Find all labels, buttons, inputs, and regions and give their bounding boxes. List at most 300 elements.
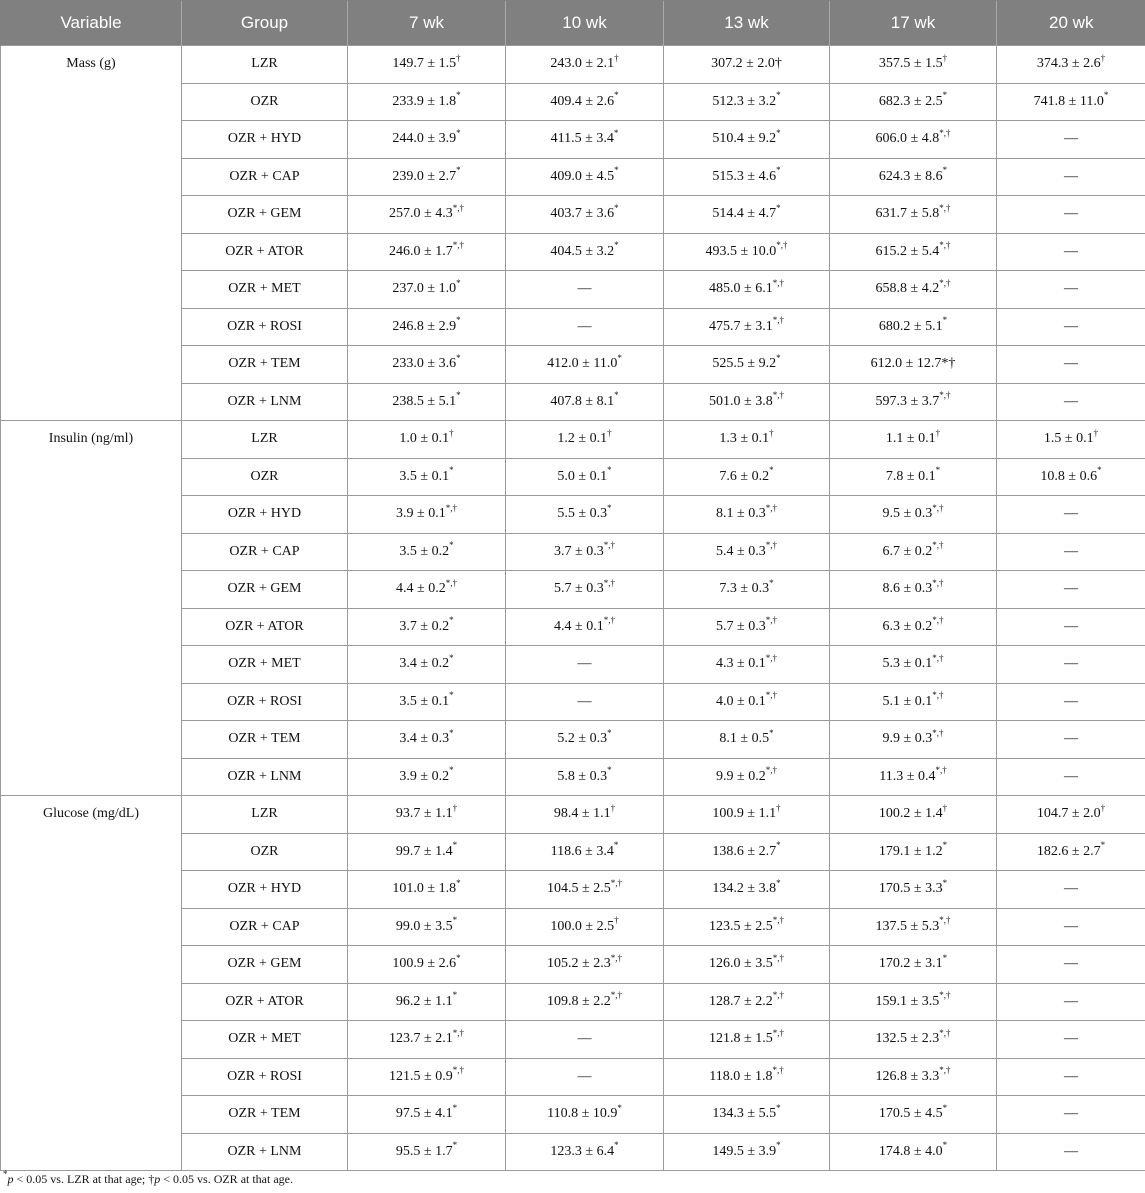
value-cell (348, 533, 506, 571)
significance-mark: * (776, 352, 781, 363)
value-text: 126.8 ± 3.3 (875, 1068, 940, 1084)
group-cell: OZR + TEM (182, 1096, 348, 1134)
value-cell (830, 571, 997, 609)
value-text: 99.7 ± 1.4 (395, 843, 453, 859)
value-cell (830, 1021, 997, 1059)
significance-mark: *,† (939, 390, 951, 401)
value-cell (830, 721, 997, 759)
group-cell: OZR + CAP (182, 158, 348, 196)
value-text: — (577, 318, 592, 334)
value-cell (348, 458, 506, 496)
significance-mark: * (776, 165, 781, 176)
significance-mark: * (607, 765, 612, 776)
value-cell (506, 646, 664, 684)
value-cell (506, 908, 664, 946)
value-cell (830, 46, 997, 84)
value-cell (997, 983, 1145, 1021)
header-20wk: 20 wk (997, 1, 1145, 46)
value-cell (664, 196, 830, 234)
value-text: 515.3 ± 4.6 (712, 168, 777, 184)
value-cell (997, 308, 1145, 346)
significance-mark: *,† (765, 615, 777, 626)
value-text: 680.2 ± 5.1 (878, 318, 943, 334)
group-cell: OZR + TEM (182, 346, 348, 384)
value-text: 403.7 ± 3.6 (550, 206, 615, 222)
value-text: 3.7 ± 0.3 (554, 543, 604, 559)
significance-mark: † (1093, 427, 1099, 438)
value-text: 179.1 ± 1.2 (878, 843, 943, 859)
group-cell: OZR + GEM (182, 946, 348, 984)
value-cell (830, 458, 997, 496)
value-text: — (1064, 131, 1078, 147)
value-cell (664, 421, 830, 459)
value-text: 118.6 ± 3.4 (550, 843, 614, 859)
significance-mark: * (449, 540, 454, 551)
value-cell (664, 308, 830, 346)
group-cell: OZR + LNM (182, 1133, 348, 1171)
significance-mark: * (776, 202, 781, 213)
value-text: 100.0 ± 2.5 (550, 918, 615, 934)
value-text: — (1064, 393, 1078, 409)
significance-mark: † (935, 427, 941, 438)
value-cell (830, 83, 997, 121)
value-cell (830, 796, 997, 834)
variable-cell: Insulin (ng/ml) (1, 421, 182, 796)
table-row (1, 796, 1145, 834)
header-13wk: 13 wk (664, 1, 830, 46)
value-cell (830, 233, 997, 271)
group-cell: OZR + MET (182, 1021, 348, 1059)
significance-mark: *,† (772, 915, 784, 926)
value-text: 9.5 ± 0.3 (882, 506, 933, 522)
value-text: 4.4 ± 0.1 (554, 618, 604, 634)
value-cell (664, 646, 830, 684)
value-cell (997, 908, 1145, 946)
value-text: 3.7 ± 0.2 (399, 618, 450, 634)
significance-mark: * (614, 390, 619, 401)
significance-mark: † (1100, 52, 1106, 63)
value-cell (997, 758, 1145, 796)
significance-mark: * (614, 240, 619, 251)
group-cell: OZR + ATOR (182, 608, 348, 646)
value-text: 128.7 ± 2.2 (709, 993, 773, 1009)
value-cell (506, 196, 664, 234)
value-text: 100.9 ± 1.1 (712, 806, 777, 822)
value-cell (506, 533, 664, 571)
value-text: 612.0 ± 12.7*† (870, 356, 956, 372)
value-text: 9.9 ± 0.3 (882, 731, 933, 747)
value-cell (997, 83, 1145, 121)
value-cell (664, 683, 830, 721)
significance-mark: *,† (939, 1027, 951, 1038)
value-text: 10.8 ± 0.6 (1040, 468, 1098, 484)
significance-mark: * (776, 877, 781, 888)
significance-mark: * (456, 90, 461, 101)
value-cell (506, 1096, 664, 1134)
value-text: — (1064, 956, 1078, 972)
value-text: 137.5 ± 5.3 (875, 918, 940, 934)
significance-mark: *,† (776, 240, 788, 251)
value-cell (664, 908, 830, 946)
value-cell (348, 758, 506, 796)
value-text: — (1064, 993, 1078, 1009)
significance-mark: *,† (772, 390, 784, 401)
value-cell (997, 383, 1145, 421)
value-text: — (1064, 1106, 1078, 1122)
value-cell (506, 83, 664, 121)
significance-mark: *,† (772, 277, 784, 288)
value-text: 682.3 ± 2.5 (878, 93, 943, 109)
significance-mark: *,† (935, 765, 947, 776)
significance-mark: * (776, 1102, 781, 1113)
group-cell: OZR + MET (182, 271, 348, 309)
value-cell (664, 233, 830, 271)
value-cell (664, 721, 830, 759)
value-text: — (1064, 1031, 1078, 1047)
significance-mark: † (456, 52, 461, 63)
variable-cell: Mass (g) (1, 46, 182, 421)
value-text: 411.5 ± 3.4 (550, 131, 614, 147)
value-cell (997, 871, 1145, 909)
value-cell (664, 346, 830, 384)
group-cell: OZR + LNM (182, 758, 348, 796)
significance-mark: *,† (765, 690, 777, 701)
group-cell: OZR + TEM (182, 721, 348, 759)
group-cell: OZR + HYD (182, 871, 348, 909)
significance-mark: *,† (765, 652, 777, 663)
table-footnote (3, 1169, 293, 1187)
significance-mark: * (449, 765, 454, 776)
group-cell: OZR + ROSI (182, 683, 348, 721)
value-text: 246.8 ± 2.9 (392, 318, 457, 334)
value-cell (830, 1058, 997, 1096)
value-text: 104.5 ± 2.5 (547, 881, 611, 897)
value-cell (664, 121, 830, 159)
significance-mark: * (449, 465, 454, 476)
value-text: 3.4 ± 0.3 (399, 731, 450, 747)
value-text: 409.4 ± 2.6 (550, 93, 615, 109)
value-text: — (577, 693, 592, 709)
significance-mark: * (935, 465, 941, 476)
value-cell (506, 496, 664, 534)
value-cell (348, 571, 506, 609)
significance-mark: * (449, 690, 454, 701)
significance-mark: * (776, 90, 781, 101)
value-text: 5.7 ± 0.3 (554, 581, 604, 597)
value-text: 3.5 ± 0.2 (399, 543, 450, 559)
value-text: 307.2 ± 2.0† (711, 56, 782, 72)
significance-mark: * (452, 990, 458, 1001)
value-text: 6.7 ± 0.2 (882, 543, 933, 559)
footnote-text-2: < 0.05 vs. OZR at that age. (160, 1172, 293, 1186)
value-text: 126.0 ± 3.5 (709, 956, 773, 972)
header-group: Group (182, 1, 348, 46)
value-text: 170.5 ± 4.5 (878, 1106, 943, 1122)
value-text: 238.5 ± 5.1 (392, 393, 457, 409)
significance-mark: *,† (939, 240, 951, 251)
value-text: — (577, 656, 592, 672)
value-cell (506, 233, 664, 271)
footnote-p: p (154, 1172, 161, 1186)
value-cell (664, 46, 830, 84)
value-cell (830, 533, 997, 571)
value-text: 493.5 ± 10.0 (705, 243, 777, 259)
value-text: 7.3 ± 0.3 (719, 581, 770, 597)
value-text: 3.4 ± 0.2 (399, 656, 450, 672)
significance-mark: *,† (772, 1027, 784, 1038)
header-row (1, 1, 1145, 46)
value-text: 104.7 ± 2.0 (1036, 806, 1101, 822)
value-text: 123.3 ± 6.4 (550, 1143, 615, 1159)
significance-mark: *,† (610, 990, 622, 1001)
value-cell (997, 346, 1145, 384)
value-cell (830, 758, 997, 796)
value-cell (506, 121, 664, 159)
value-cell (348, 871, 506, 909)
significance-mark: *,† (939, 1065, 951, 1076)
value-text: — (1064, 656, 1078, 672)
group-cell: OZR + ATOR (182, 233, 348, 271)
value-cell (348, 233, 506, 271)
value-cell (664, 1133, 830, 1171)
value-text: 3.9 ± 0.1 (396, 506, 446, 522)
significance-mark: * (614, 165, 619, 176)
significance-mark: * (942, 952, 948, 963)
header-7wk: 7 wk (348, 1, 506, 46)
value-cell (997, 571, 1145, 609)
value-text: — (1064, 168, 1078, 184)
significance-mark: *,† (603, 577, 615, 588)
significance-mark: * (449, 652, 454, 663)
value-cell (506, 346, 664, 384)
value-text: 6.3 ± 0.2 (882, 618, 933, 634)
significance-mark: * (456, 127, 461, 138)
value-text: 475.7 ± 3.1 (709, 318, 773, 334)
significance-mark: *,† (932, 727, 944, 738)
value-cell (997, 271, 1145, 309)
significance-mark: * (613, 840, 619, 851)
value-text: 5.3 ± 0.1 (882, 656, 933, 672)
significance-mark: † (942, 52, 948, 63)
value-cell (348, 421, 506, 459)
value-text: — (1064, 281, 1078, 297)
value-text: — (1064, 693, 1078, 709)
significance-mark: * (942, 165, 948, 176)
value-text: — (1064, 206, 1078, 222)
value-text: 233.0 ± 3.6 (392, 356, 457, 372)
value-cell (348, 908, 506, 946)
value-text: 105.2 ± 2.3 (547, 956, 611, 972)
significance-mark: *,† (932, 690, 944, 701)
value-cell (664, 1096, 830, 1134)
value-cell (830, 121, 997, 159)
value-cell (506, 758, 664, 796)
value-cell (664, 796, 830, 834)
significance-mark: * (776, 840, 781, 851)
significance-mark: * (617, 352, 622, 363)
significance-mark: *,† (932, 652, 944, 663)
group-cell: OZR + HYD (182, 121, 348, 159)
value-cell (830, 871, 997, 909)
value-cell (664, 946, 830, 984)
significance-mark: * (607, 727, 612, 738)
value-text: 606.0 ± 4.8 (875, 131, 940, 147)
value-text: 4.3 ± 0.1 (716, 656, 766, 672)
group-cell: OZR + ATOR (182, 983, 348, 1021)
footnote-text-1: < 0.05 vs. LZR at that age; † (13, 1172, 155, 1186)
value-cell (348, 646, 506, 684)
significance-mark: *,† (939, 990, 951, 1001)
value-cell (830, 608, 997, 646)
value-cell (664, 571, 830, 609)
value-cell (997, 496, 1145, 534)
significance-mark: * (456, 352, 461, 363)
value-cell (997, 683, 1145, 721)
significance-mark: *,† (452, 202, 464, 213)
value-text: — (1064, 881, 1078, 897)
value-cell (506, 271, 664, 309)
value-cell (664, 458, 830, 496)
significance-mark: * (617, 1102, 622, 1113)
value-cell (348, 308, 506, 346)
value-cell (997, 196, 1145, 234)
value-cell (506, 1021, 664, 1059)
value-text: 624.3 ± 8.6 (878, 168, 943, 184)
significance-mark: * (942, 1140, 948, 1151)
value-cell (997, 721, 1145, 759)
value-cell (830, 908, 997, 946)
value-text: 110.8 ± 10.9 (547, 1106, 618, 1122)
significance-mark: *,† (610, 877, 622, 888)
group-cell: OZR + GEM (182, 571, 348, 609)
value-text: 7.6 ± 0.2 (719, 468, 770, 484)
value-text: 374.3 ± 2.6 (1036, 56, 1101, 72)
significance-mark: *,† (452, 240, 464, 251)
group-cell: OZR + CAP (182, 533, 348, 571)
value-text: 1.5 ± 0.1 (1043, 431, 1094, 447)
value-text: 99.0 ± 3.5 (395, 918, 453, 934)
value-text: 138.6 ± 2.7 (712, 843, 777, 859)
value-text: 8.1 ± 0.3 (716, 506, 766, 522)
value-text: — (1064, 731, 1078, 747)
value-text: — (1064, 356, 1078, 372)
significance-mark: * (452, 915, 458, 926)
value-cell (997, 833, 1145, 871)
value-cell (997, 421, 1145, 459)
table-body (1, 46, 1145, 1171)
significance-mark: * (613, 127, 619, 138)
significance-mark: * (456, 315, 461, 326)
value-text: 357.5 ± 1.5 (878, 56, 943, 72)
value-cell (506, 1058, 664, 1096)
value-cell (830, 308, 997, 346)
value-cell (506, 158, 664, 196)
value-text: 501.0 ± 3.8 (709, 393, 773, 409)
significance-mark: *,† (772, 1065, 784, 1076)
value-text: 170.2 ± 3.1 (878, 956, 943, 972)
value-cell (348, 946, 506, 984)
value-text: 233.9 ± 1.8 (392, 93, 457, 109)
value-cell (830, 683, 997, 721)
value-cell (348, 1133, 506, 1171)
table-row (1, 46, 1145, 84)
significance-mark: * (452, 1102, 458, 1113)
value-text: — (1064, 581, 1078, 597)
group-cell: OZR + ROSI (182, 308, 348, 346)
value-cell (348, 496, 506, 534)
value-text: — (577, 1031, 592, 1047)
group-cell: OZR (182, 833, 348, 871)
value-cell (348, 121, 506, 159)
value-cell (506, 571, 664, 609)
value-text: — (1064, 243, 1078, 259)
value-text: — (1064, 1068, 1078, 1084)
value-text: 149.7 ± 1.5 (392, 56, 457, 72)
value-cell (506, 383, 664, 421)
value-cell (997, 946, 1145, 984)
significance-mark: *,† (765, 502, 777, 513)
value-text: — (577, 281, 592, 297)
value-text: — (1064, 543, 1078, 559)
significance-mark: * (452, 1140, 458, 1151)
value-text: 4.4 ± 0.2 (396, 581, 446, 597)
significance-mark: *,† (932, 540, 944, 551)
significance-mark: *,† (765, 540, 777, 551)
significance-mark: *,† (772, 990, 784, 1001)
value-cell (506, 946, 664, 984)
value-text: 257.0 ± 4.3 (389, 206, 453, 222)
value-cell (664, 533, 830, 571)
significance-mark: † (769, 427, 774, 438)
significance-mark: * (456, 277, 461, 288)
value-text: 615.2 ± 5.4 (875, 243, 940, 259)
value-text: 243.0 ± 2.1 (550, 56, 615, 72)
value-text: — (1064, 506, 1078, 522)
value-cell (348, 721, 506, 759)
value-cell (506, 796, 664, 834)
value-text: 597.3 ± 3.7 (875, 393, 940, 409)
significance-mark: † (610, 802, 616, 813)
value-text: 132.5 ± 2.3 (875, 1031, 940, 1047)
value-cell (664, 833, 830, 871)
significance-mark: *,† (603, 540, 615, 551)
value-text: 409.0 ± 4.5 (550, 168, 615, 184)
significance-mark: † (614, 52, 619, 63)
value-text: — (1064, 918, 1078, 934)
significance-mark: * (456, 165, 461, 176)
significance-mark: * (776, 1140, 781, 1151)
significance-mark: *,† (452, 1027, 464, 1038)
value-cell (506, 308, 664, 346)
value-cell (664, 983, 830, 1021)
value-cell (997, 158, 1145, 196)
significance-mark: * (614, 1140, 619, 1151)
value-cell (664, 758, 830, 796)
significance-mark: † (452, 802, 458, 813)
value-cell (506, 833, 664, 871)
value-cell (348, 796, 506, 834)
significance-mark: * (1103, 90, 1109, 101)
group-cell: OZR + ROSI (182, 1058, 348, 1096)
value-cell (997, 1096, 1145, 1134)
significance-mark: * (614, 202, 619, 213)
significance-mark: * (614, 90, 619, 101)
significance-mark: * (607, 465, 612, 476)
value-cell (997, 233, 1145, 271)
value-cell (348, 346, 506, 384)
table-header (1, 1, 1145, 46)
significance-mark: * (449, 727, 454, 738)
